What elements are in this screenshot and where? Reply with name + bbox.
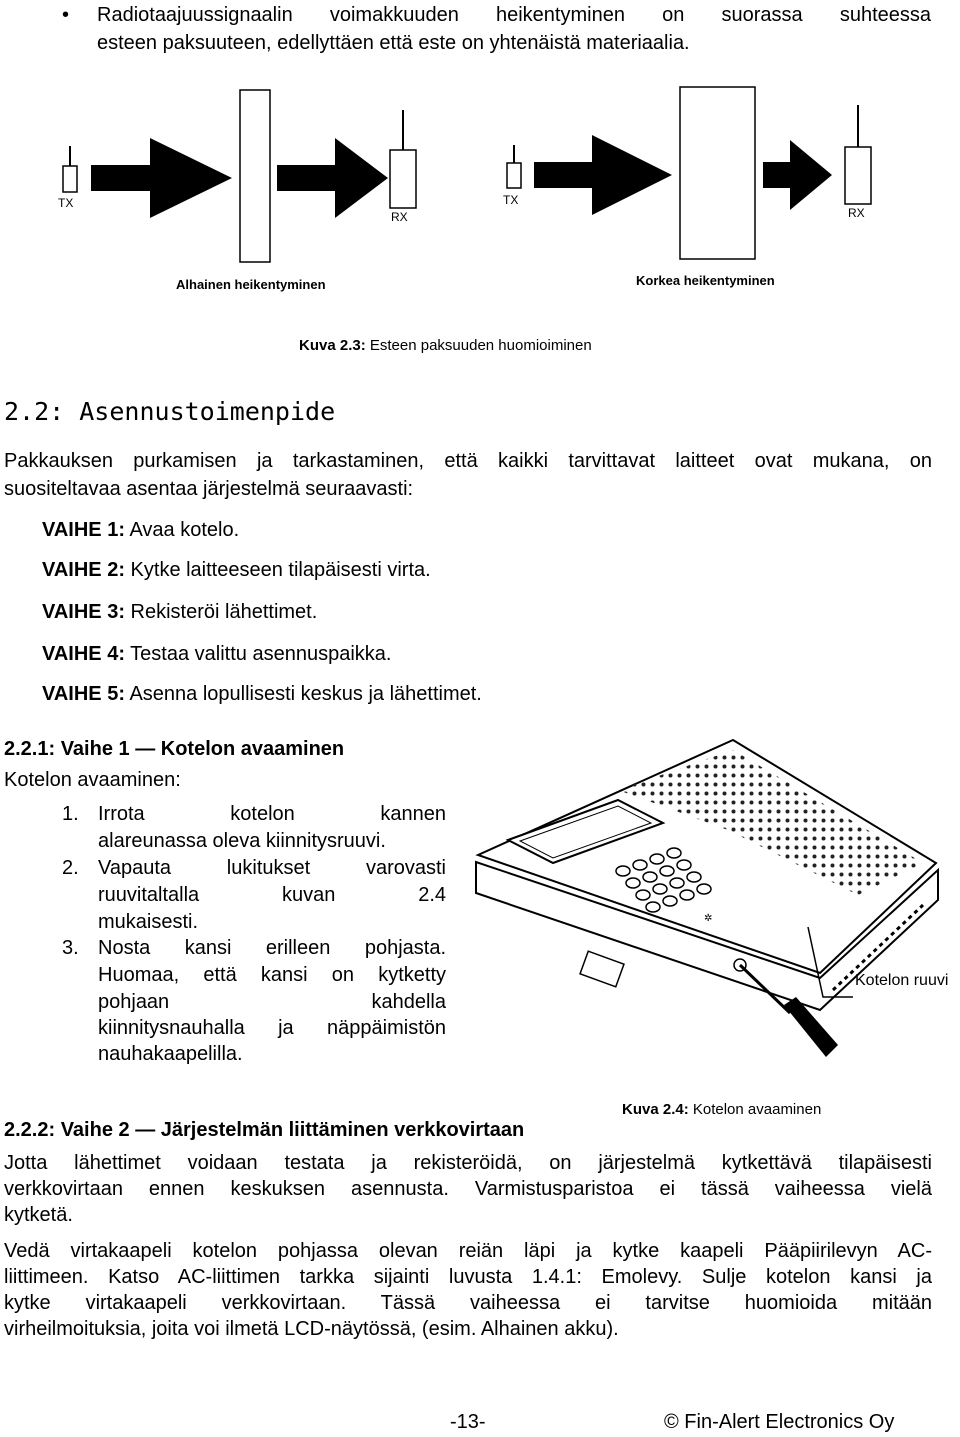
arrow-left-1 bbox=[91, 138, 232, 218]
label-high-attenuation: Korkea heikentyminen bbox=[636, 273, 775, 288]
tx-antenna-right bbox=[507, 145, 521, 188]
step-label: VAIHE 1: bbox=[42, 519, 125, 541]
arrow-right-2 bbox=[763, 140, 832, 210]
section-heading-2-2-2: 2.2.2: Vaihe 2 — Järjestelmän liittäminen verkkovirtaan bbox=[4, 1119, 525, 1141]
figure-obstacle-thickness bbox=[0, 70, 960, 360]
p2-line-2: liittimeen. Katso AC-liittimen tarkka sijainti luvusta 1.4.1: Emolevy. Sulje kotelon kansi ja bbox=[4, 1266, 932, 1288]
item-2-line-2: ruuvitaltalla kuvan 2.4 bbox=[98, 884, 446, 906]
item-1-line-2: alareunassa oleva kiinnitysruuvi. bbox=[98, 830, 386, 852]
intro-line-1: Radiotaajuussignaalin voimakkuuden heikentyminen on suorassa suhteessa bbox=[97, 4, 931, 26]
page-number: -13- bbox=[450, 1411, 486, 1433]
arrow-right-1 bbox=[534, 135, 672, 215]
caption-number: Kuva 2.3: bbox=[299, 337, 366, 354]
rx-label-right: RX bbox=[848, 206, 865, 220]
item-1-line-1: Irrota kotelon kannen bbox=[98, 803, 446, 825]
item-3-line-4: kiinnitysnauhalla ja näppäimistön bbox=[98, 1017, 446, 1039]
obstacle-thick bbox=[680, 87, 755, 259]
caption-text: Kotelon avaaminen bbox=[688, 1101, 822, 1118]
p2-line-3: kytke virtakaapeli verkkovirtaan. Tässä vaiheessa ei tarvitse huomioida mitään bbox=[4, 1292, 932, 1314]
figure-panel-opening bbox=[468, 735, 960, 1075]
bullet: • bbox=[62, 4, 70, 26]
step-5 bbox=[42, 681, 482, 708]
section-2-2-para-line-2: suositeltavaa asentaa järjestelmä seuraavasti: bbox=[4, 478, 414, 500]
rx-label-left: RX bbox=[391, 210, 408, 224]
item-3-line-5: nauhakaapelilla. bbox=[98, 1043, 243, 1065]
step-label: VAIHE 3: bbox=[42, 601, 125, 623]
item-3-line-2: Huomaa, että kansi on kytketty bbox=[98, 964, 446, 986]
tx-label-left: TX bbox=[58, 196, 74, 210]
side-connector bbox=[580, 951, 624, 987]
label-low-attenuation: Alhainen heikentyminen bbox=[176, 277, 326, 292]
p1-line-1: Jotta lähettimet voidaan testata ja rekisteröidä, on järjestelmä kytkettävä tilapäisesti bbox=[4, 1152, 932, 1174]
step-label: VAIHE 2: bbox=[42, 559, 125, 581]
tx-antenna-left bbox=[63, 146, 77, 192]
p2-line-1: Vedä virtakaapeli kotelon pohjassa olevan reiän läpi ja kytke kaapeli Pääpiirilevyn AC- bbox=[4, 1240, 932, 1262]
obstacle-thin bbox=[240, 90, 270, 262]
p1-line-2: verkkovirtaan ennen keskuksen asennusta. Varmistusparistoa ei tässä vaiheessa vielä bbox=[4, 1178, 932, 1200]
section-heading-2-2: 2.2: Asennustoimenpide bbox=[4, 397, 336, 426]
step-4 bbox=[42, 641, 391, 668]
caption-text: Esteen paksuuden huomioiminen bbox=[365, 337, 592, 354]
section-2-2-1-intro: Kotelon avaaminen: bbox=[4, 769, 181, 791]
section-heading-2-2-1: 2.2.1: Vaihe 1 — Kotelon avaaminen bbox=[4, 738, 345, 760]
caption-number: Kuva 2.4: bbox=[622, 1101, 689, 1118]
rx-antenna-right bbox=[845, 105, 871, 204]
item-3-line-1: Nosta kansi erilleen pohjasta. bbox=[98, 937, 446, 959]
p2-line-4: virheilmoituksia, joita voi ilmetä LCD-näytössä, (esim. Alhainen akku). bbox=[4, 1318, 619, 1340]
step-label: VAIHE 5: bbox=[42, 683, 125, 705]
step-2 bbox=[42, 557, 431, 584]
item-1-number: 1. bbox=[62, 803, 79, 825]
screw-label: Kotelon ruuvi bbox=[855, 972, 949, 989]
step-text: Testaa valittu asennuspaikka. bbox=[124, 643, 392, 665]
step-text: Rekisteröi lähettimet. bbox=[124, 601, 318, 623]
arrow-left-2 bbox=[277, 138, 388, 218]
figure-2-3-caption bbox=[299, 337, 592, 354]
keypad-symbols: ✲ bbox=[704, 913, 713, 924]
tx-label-right: TX bbox=[503, 193, 519, 207]
rx-antenna-left bbox=[390, 110, 416, 208]
step-text: Kytke laitteeseen tilapäisesti virta. bbox=[124, 559, 431, 581]
step-1 bbox=[42, 517, 239, 544]
step-label: VAIHE 4: bbox=[42, 643, 125, 665]
figure-2-4-caption bbox=[622, 1101, 821, 1118]
section-2-2-para-line-1: Pakkauksen purkamisen ja tarkastaminen, että kaikki tarvittavat laitteet ovat mukana, on bbox=[4, 450, 932, 472]
item-3-line-3: pohjaan kahdella bbox=[98, 991, 446, 1013]
copyright: © Fin-Alert Electronics Oy bbox=[664, 1411, 895, 1433]
item-2-line-1: Vapauta lukitukset varovasti bbox=[98, 857, 446, 879]
step-text: Avaa kotelo. bbox=[124, 519, 240, 541]
step-text: Asenna lopullisesti keskus ja lähettimet. bbox=[124, 683, 482, 705]
item-2-number: 2. bbox=[62, 857, 79, 879]
step-3 bbox=[42, 599, 317, 626]
item-3-number: 3. bbox=[62, 937, 79, 959]
item-2-line-3: mukaisesti. bbox=[98, 911, 199, 933]
intro-line-2: esteen paksuuteen, edellyttäen että este on yhtenäistä materiaalia. bbox=[97, 32, 690, 54]
p1-line-3: kytketä. bbox=[4, 1204, 73, 1226]
